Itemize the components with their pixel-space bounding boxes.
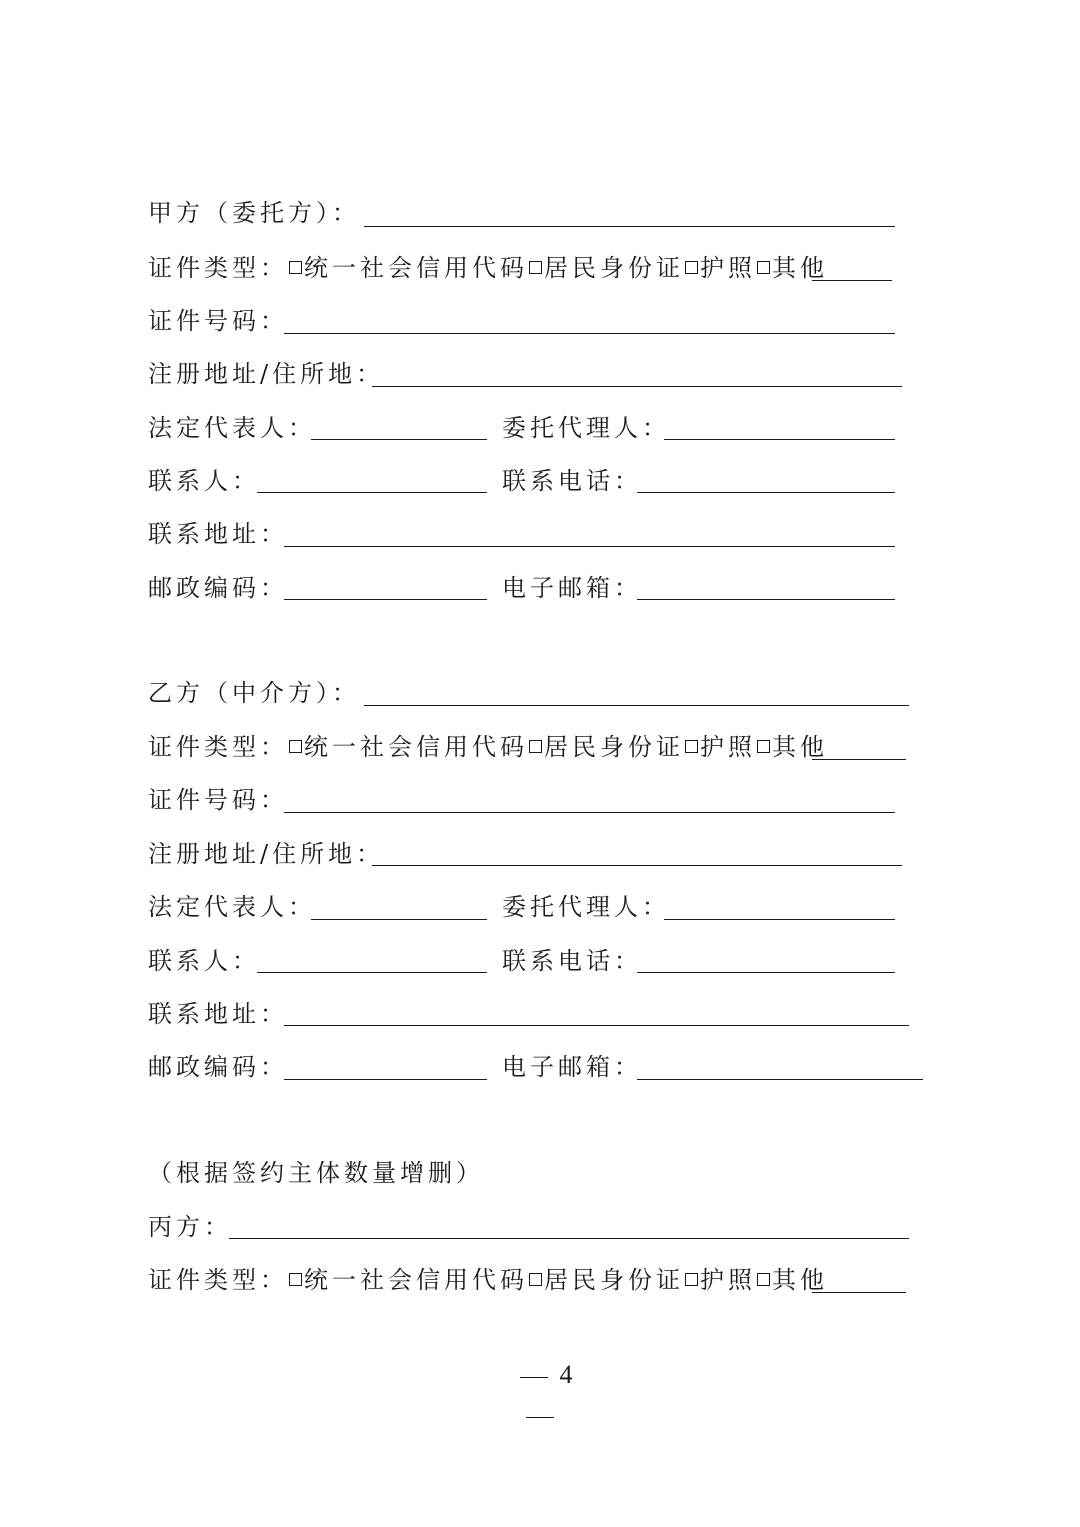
checkbox-icon[interactable] [685,1273,698,1286]
party-b-agent-blank[interactable] [664,919,895,920]
party-b-contact-label: 联系人： [148,947,260,975]
party-b-legal-rep-blank[interactable] [311,919,487,920]
party-b-contact-address-blank[interactable] [284,1025,909,1026]
option-other: 其他 [772,733,828,761]
id-type-label: 证件类型： [148,733,288,761]
party-a-id-type-row [148,248,828,288]
page-number [490,1355,590,1435]
option-passport: 护照 [700,1266,756,1294]
option-credit-code: 统一社会信用代码 [304,254,528,282]
party-c-id-type-row [148,1260,828,1300]
option-passport: 护照 [700,733,756,761]
checkbox-icon[interactable] [289,740,302,753]
party-b-name-blank[interactable] [364,705,909,706]
party-c-name-blank[interactable] [229,1238,909,1239]
party-b-email-blank[interactable] [637,1079,923,1080]
option-id-card: 居民身份证 [544,254,684,282]
checkbox-icon[interactable] [757,740,770,753]
option-credit-code: 统一社会信用代码 [304,1266,528,1294]
party-c-other-blank[interactable] [812,1292,906,1293]
party-a-id-number-blank[interactable] [284,333,895,334]
party-a-legal-rep-blank[interactable] [311,439,487,440]
checkbox-icon[interactable] [757,1273,770,1286]
checkbox-icon[interactable] [529,740,542,753]
party-b-agent-label: 委托代理人： [502,893,670,921]
party-b-email-label: 电子邮箱： [502,1053,642,1081]
party-a-agent-blank[interactable] [664,439,895,440]
option-id-card: 居民身份证 [544,733,684,761]
party-a-address-blank[interactable] [372,386,902,387]
party-c-title: 丙方： [148,1213,232,1241]
party-b-postcode-label: 邮政编码： [148,1053,288,1081]
party-a-email-label: 电子邮箱： [502,574,642,602]
party-a-postcode-label: 邮政编码： [148,574,288,602]
party-a-name-blank[interactable] [364,226,895,227]
party-a-contact-blank[interactable] [257,492,487,493]
checkbox-icon[interactable] [289,261,302,274]
dash-right [526,1417,554,1418]
party-a-phone-blank[interactable] [637,492,895,493]
party-b-id-number-label: 证件号码： [148,786,288,814]
party-b-address-label: 注册地址/住所地： [148,840,385,868]
option-other: 其他 [772,1266,828,1294]
note: （根据签约主体数量增删） [148,1159,484,1187]
party-a-postcode-blank[interactable] [284,599,487,600]
option-passport: 护照 [700,254,756,282]
party-b-title: 乙方（中介方）： [148,679,360,707]
checkbox-icon[interactable] [757,261,770,274]
party-b-contact-address-label: 联系地址： [148,1000,288,1028]
party-b-address-blank[interactable] [372,865,902,866]
party-a-other-blank[interactable] [812,280,892,281]
party-b-id-type-row [148,727,828,767]
party-a-legal-rep-label: 法定代表人： [148,414,316,442]
party-a-agent-label: 委托代理人： [502,414,670,442]
party-b-legal-rep-label: 法定代表人： [148,893,316,921]
party-b-other-blank[interactable] [812,759,906,760]
page-number-value: 4 [559,1360,573,1389]
party-a-email-blank[interactable] [637,599,895,600]
checkbox-icon[interactable] [529,261,542,274]
party-b-phone-label: 联系电话： [502,947,642,975]
party-a-contact-address-blank[interactable] [284,546,895,547]
party-b-postcode-blank[interactable] [284,1079,487,1080]
id-type-label: 证件类型： [148,1266,288,1294]
dash-left [520,1377,548,1378]
option-credit-code: 统一社会信用代码 [304,733,528,761]
party-b-contact-blank[interactable] [257,972,487,973]
party-a-phone-label: 联系电话： [502,467,642,495]
id-type-label: 证件类型： [148,254,288,282]
party-a-address-label: 注册地址/住所地： [148,360,385,388]
option-id-card: 居民身份证 [544,1266,684,1294]
party-b-id-number-blank[interactable] [284,812,895,813]
checkbox-icon[interactable] [685,740,698,753]
checkbox-icon[interactable] [529,1273,542,1286]
party-a-contact-label: 联系人： [148,467,260,495]
party-a-title: 甲方（委托方）： [148,199,360,227]
checkbox-icon[interactable] [289,1273,302,1286]
party-a-id-number-label: 证件号码： [148,307,288,335]
party-a-contact-address-label: 联系地址： [148,520,288,548]
party-b-phone-blank[interactable] [637,972,895,973]
option-other: 其他 [772,254,828,282]
checkbox-icon[interactable] [685,261,698,274]
